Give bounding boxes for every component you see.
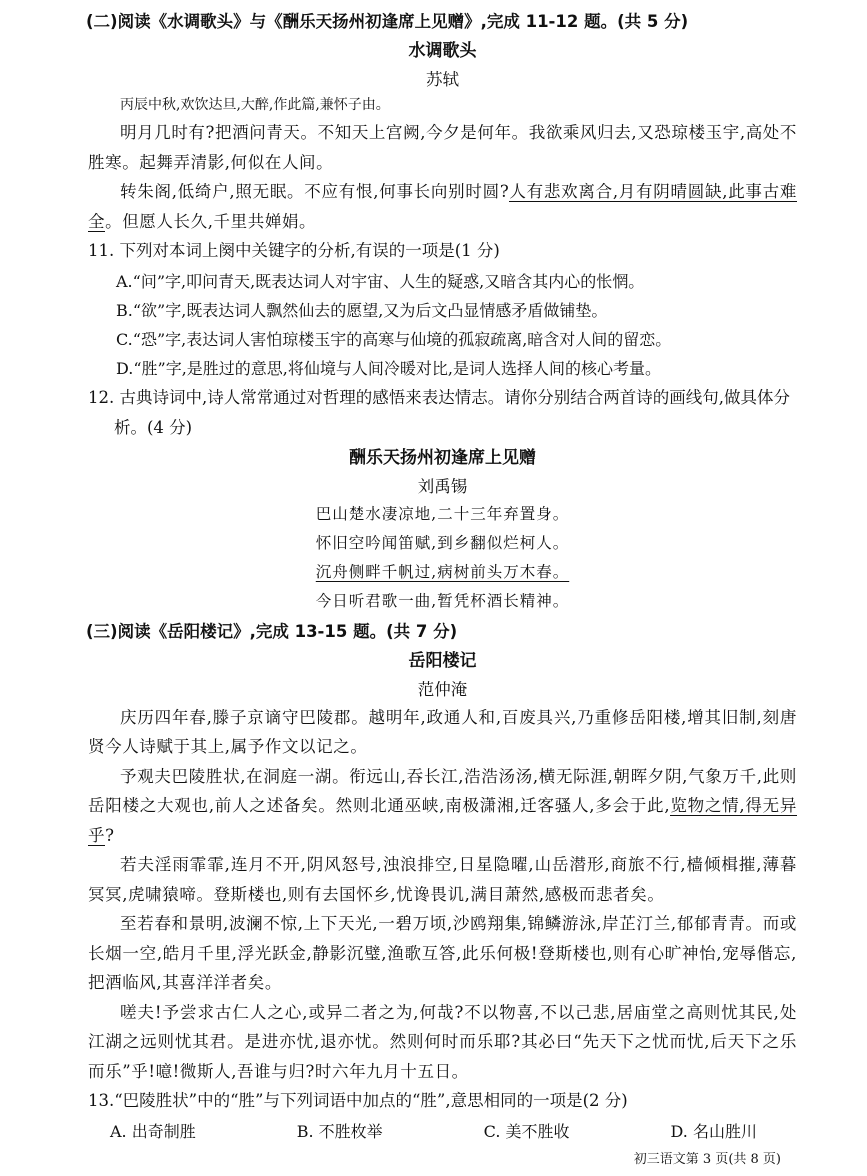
question-11-option-d: D.“胜”字,是胜过的意思,将仙境与人间冷暖对比,是词人选择人间的核心考量。 — [116, 358, 661, 378]
poem-2-title: 酬乐天扬州初逢席上见赠 — [349, 447, 536, 468]
paragraph-text: 。但愿人长久,千里共婵娟。 — [105, 211, 317, 231]
essay-paragraph-5: 嗟夫!予尝求古仁人之心,或异二者之为,何哉?不以物喜,不以己悲,居庙堂之高则忧其民,处江湖之远则忧其君。是进亦忧,退亦忧。然则何时而乐耶?其必曰“先天下之忧而忧,后天下之乐而乐”乎!噫!微斯人,吾谁与归?时六年九月十五日。 — [88, 1002, 797, 1081]
question-13-option-d: D. 名山胜川 — [670, 1121, 757, 1141]
underlined-line: 人有悲欢离合,月有阴晴圆缺,此事古难全 — [88, 182, 797, 231]
question-13-option-a: A. 出奇制胜 — [110, 1121, 196, 1141]
poem-2-line: 怀旧空吟闻笛赋,到乡翻似烂柯人。 — [315, 533, 570, 552]
poem-paragraph-1: 明月几时有?把酒问青天。不知天上宫阙,今夕是何年。我欲乘风归去,又恐琼楼玉宇,高处不胜寒。起舞弄清影,何似在人间。 — [88, 123, 797, 172]
page-footer: 初三语文第 3 页(共 8 页) — [633, 1152, 781, 1167]
question-11-stem: 11. 下列对本词上阕中关键字的分析,有误的一项是(1 分) — [88, 241, 500, 260]
poem-title: 水调歌头 — [408, 41, 477, 61]
question-13-stem: 13.“巴陵胜状”中的“胜”与下列词语中加点的“胜”,意思相同的一项是(2 分) — [88, 1091, 628, 1110]
paragraph-text: 予观夫巴陵胜状,在洞庭一湖。衔远山,吞长江,浩浩汤汤,横无际涯,朝晖夕阴,气象万千,此则岳阳楼之大观也,前人之述备矣。然则北通巫峡,南极潇湘,迁客骚人,多会于此, — [88, 766, 797, 815]
poem-preface: 丙辰中秋,欢饮达旦,大醉,作此篇,兼怀子由。 — [120, 97, 390, 113]
section-2-heading: (二)阅读《水调歌头》与《酬乐天扬州初逢席上见赠》,完成 11-12 题。(共 5 分) — [86, 12, 689, 31]
underlined-line: 览物之情,得无异乎 — [88, 796, 797, 845]
poem-paragraph-2 — [88, 177, 797, 236]
question-11-option-c: C.“恐”字,表达词人害怕琼楼玉宇的高寒与仙境的孤寂疏离,暗含对人间的留恋。 — [116, 329, 672, 349]
paragraph-text: ? — [105, 825, 115, 845]
underlined-line: 沉舟侧畔千帆过,病树前头万木春。 — [315, 562, 570, 581]
poem-2-line: 今日听君歌一曲,暂凭杯酒长精神。 — [315, 591, 570, 610]
question-11-option-b: B.“欲”字,既表达词人飘然仙去的愿望,又为后文凸显情感矛盾做铺垫。 — [116, 300, 608, 320]
question-13-option-b: B. 不胜枚举 — [296, 1121, 383, 1141]
poem-author: 苏轼 — [426, 70, 459, 89]
question-13-option-c: C. 美不胜收 — [483, 1121, 570, 1141]
essay-title: 岳阳楼记 — [408, 650, 477, 671]
poem-2-line — [88, 558, 797, 587]
question-13-options — [88, 1117, 797, 1147]
paragraph-text: 转朱阁,低绮户,照无眠。不应有恨,何事长向别时圆? — [120, 182, 510, 201]
essay-paragraph-3: 若夫淫雨霏霏,连月不开,阴风怒号,浊浪排空,日星隐曜,山岳潜形,商旅不行,樯倾楫摧,薄暮冥冥,虎啸猿啼。登斯楼也,则有去国怀乡,忧谗畏讥,满目萧然,感极而悲者矣。 — [88, 855, 797, 904]
question-12-stem: 12. 古典诗词中,诗人常常通过对哲理的感悟来表达情志。请你分别结合两首诗的画线句,做具体分析。(4 分) — [88, 387, 790, 437]
section-3-heading: (三)阅读《岳阳楼记》,完成 13-15 题。(共 7 分) — [86, 621, 458, 641]
essay-paragraph-2 — [88, 762, 797, 851]
essay-paragraph-1: 庆历四年春,滕子京谪守巴陵郡。越明年,政通人和,百废具兴,乃重修岳阳楼,增其旧制,刻唐贤今人诗赋于其上,属予作文以记之。 — [88, 707, 797, 756]
question-11-option-a: A.“问”字,叩问青天,既表达词人对宇宙、人生的疑惑,又暗含其内心的怅惘。 — [116, 271, 645, 291]
essay-paragraph-4: 至若春和景明,波澜不惊,上下天光,一碧万顷,沙鸥翔集,锦鳞游泳,岸芷汀兰,郁郁青青。而或长烟一空,皓月千里,浮光跃金,静影沉璧,渔歌互答,此乐何极!登斯楼也,则有心旷神怡,宠辱偕忘,把酒临风,其喜洋洋者矣。 — [88, 914, 797, 992]
poem-2-line: 巴山楚水凄凉地,二十三年弃置身。 — [315, 504, 570, 523]
poem-2-author: 刘禹锡 — [417, 476, 468, 496]
essay-author: 范仲淹 — [417, 679, 468, 699]
